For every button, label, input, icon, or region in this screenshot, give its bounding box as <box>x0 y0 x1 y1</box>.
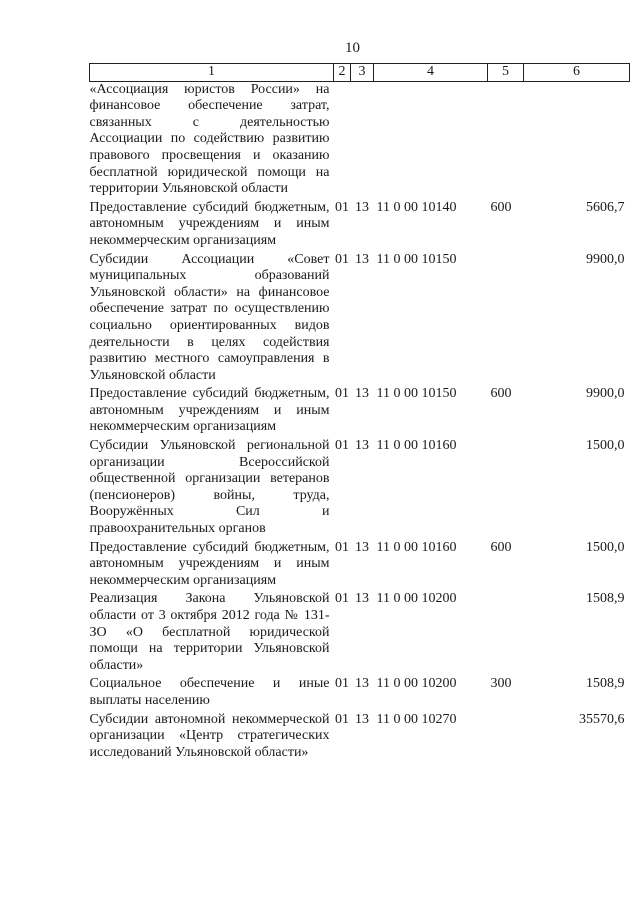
amount: 35570,6 <box>579 711 625 727</box>
table-row <box>90 200 630 252</box>
table-row <box>90 712 630 764</box>
section-code <box>334 81 351 200</box>
section-code: 01 <box>335 676 349 692</box>
section-code: 01 <box>335 591 349 607</box>
target-article-code: 11 0 00 10150 <box>376 251 457 267</box>
budget-table <box>89 63 630 763</box>
item-name: Субсидии автономной некоммерческой организации «Центр стратегических исследований Ульяновской области» <box>89 711 330 760</box>
item-name: Субсидии Ульяновской региональной организации Всероссийской общественной организации ветеранов (пенсионеров) войны, труда, Вооружённых Сил и правоохранительных органов <box>89 438 330 537</box>
target-article-code: 11 0 00 10160 <box>376 438 457 454</box>
subsection-code: 13 <box>355 711 369 727</box>
subsection-code: 13 <box>355 539 369 555</box>
subsection-code <box>351 81 374 200</box>
expense-type-code: 600 <box>490 199 512 215</box>
table-row <box>90 676 630 711</box>
expense-type-code <box>488 591 524 676</box>
column-header-3: 3 <box>351 64 374 82</box>
table-row <box>90 540 630 592</box>
item-name: Предоставление субсидий бюджетным, автономным учреждениям и иным некоммерческим организациям <box>89 199 330 248</box>
table-body <box>90 81 630 763</box>
column-header-5: 5 <box>488 64 524 82</box>
table-row <box>90 438 630 540</box>
amount: 1508,9 <box>586 676 625 692</box>
column-number-row <box>90 64 630 82</box>
expense-type-code <box>488 712 524 764</box>
target-article-code: 11 0 00 10200 <box>376 591 457 607</box>
expense-type-code <box>488 81 524 200</box>
amount: 1500,0 <box>586 539 625 555</box>
table-row <box>90 81 630 200</box>
table-row <box>90 386 630 438</box>
section-code: 01 <box>335 251 349 267</box>
column-header-1: 1 <box>90 64 334 82</box>
target-article-code: 11 0 00 10150 <box>376 386 457 402</box>
amount: 9900,0 <box>586 386 625 402</box>
expense-type-code <box>488 438 524 540</box>
table-header <box>90 64 630 82</box>
item-name: Предоставление субсидий бюджетным, автономным учреждениям и иным некоммерческим организациям <box>89 386 330 435</box>
subsection-code: 13 <box>355 386 369 402</box>
subsection-code: 13 <box>355 676 369 692</box>
subsection-code: 13 <box>355 438 369 454</box>
target-article-code: 11 0 00 10270 <box>376 711 457 727</box>
item-name: Социальное обеспечение и иные выплаты населению <box>89 676 330 708</box>
target-article-code: 11 0 00 10140 <box>376 199 457 215</box>
expense-type-code: 600 <box>490 386 512 402</box>
section-code: 01 <box>335 386 349 402</box>
table-row <box>90 591 630 676</box>
subsection-code: 13 <box>355 251 369 267</box>
target-article-code <box>374 81 488 200</box>
column-header-4: 4 <box>374 64 488 82</box>
page-number: 10 <box>345 40 360 56</box>
amount <box>524 81 630 200</box>
table-row <box>90 252 630 387</box>
section-code: 01 <box>335 199 349 215</box>
item-name: «Ассоциация юристов России» на финансовое обеспечение затрат, связанных с деятельностью Ассоциации по содействию развитию правового просвещения и оказанию бесплатной юридической помощи на территории Ульяновской области <box>89 81 330 197</box>
column-header-6: 6 <box>524 64 630 82</box>
item-name: Предоставление субсидий бюджетным, автономным учреждениям и иным некоммерческим организациям <box>89 539 330 588</box>
section-code: 01 <box>335 539 349 555</box>
item-name: Субсидии Ассоциации «Совет муниципальных образований Ульяновской области» на финансовое обеспечение затрат по осуществлению социально ориентированных видов деятельности в целях содействия развитию местного самоуправления в Ульяновской области <box>89 251 330 383</box>
item-name: Реализация Закона Ульяновской области от 3 октября 2012 года № 131-ЗО «О бесплатной юридической помощи на территории Ульяновской области» <box>89 591 330 673</box>
target-article-code: 11 0 00 10160 <box>376 539 457 555</box>
section-code: 01 <box>335 438 349 454</box>
column-header-2: 2 <box>334 64 351 82</box>
amount: 9900,0 <box>586 251 625 267</box>
subsection-code: 13 <box>355 591 369 607</box>
expense-type-code: 300 <box>490 676 512 692</box>
subsection-code: 13 <box>355 199 369 215</box>
amount: 1508,9 <box>586 591 625 607</box>
section-code: 01 <box>335 711 349 727</box>
amount: 1500,0 <box>586 438 625 454</box>
expense-type-code <box>488 252 524 387</box>
expense-type-code: 600 <box>490 539 512 555</box>
target-article-code: 11 0 00 10200 <box>376 676 457 692</box>
amount: 5606,7 <box>586 199 625 215</box>
